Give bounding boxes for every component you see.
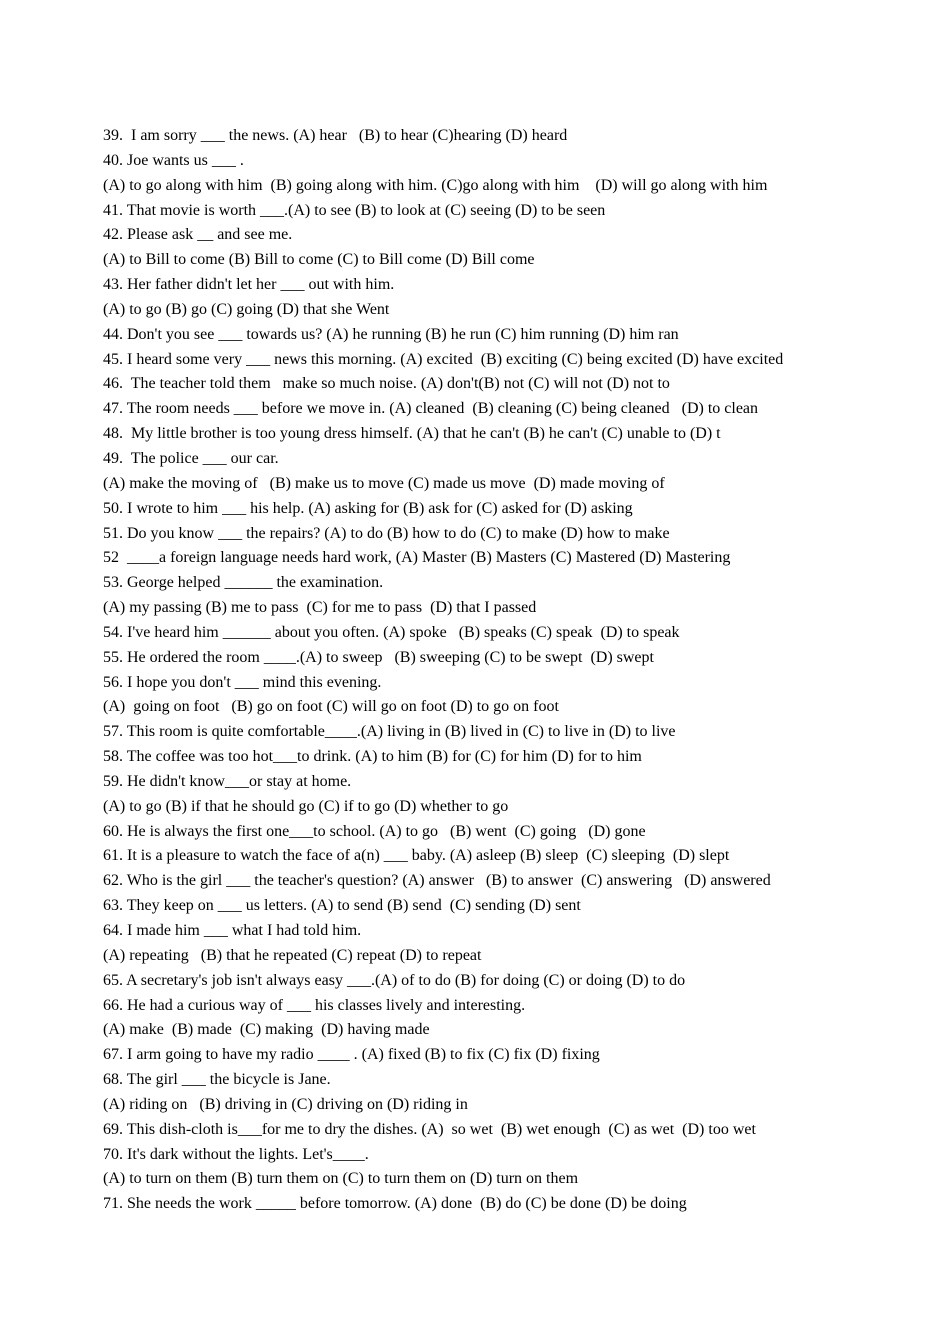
question-list — [103, 124, 903, 1217]
text-line: 68. The girl ___ the bicycle is Jane. — [103, 1071, 331, 1089]
text-line: 55. He ordered the room ____.(A) to sweep (B) sweeping (C) to be swept (D) swept — [103, 648, 654, 666]
text-line: 41. That movie is worth ___.(A) to see (B) to look at (C) seeing (D) to be seen — [103, 201, 606, 219]
text-line: 44. Don't you see ___ towards us? (A) he running (B) he run (C) him running (D) him ran — [103, 325, 679, 343]
text-line: 53. George helped ______ the examination. — [103, 574, 384, 592]
text-line: (A) riding on (B) driving in (C) driving on (D) riding in — [103, 1095, 468, 1113]
text-line: 65. A secretary's job isn't always easy ___.(A) of to do (B) for doing (C) or doing (D) to do — [103, 971, 686, 989]
text-line: (A) make (B) made (C) making (D) having made — [103, 1021, 430, 1039]
text-line: (A) to Bill to come (B) Bill to come (C) to Bill come (D) Bill come — [103, 251, 535, 269]
text-line: (A) to go (B) go (C) going (D) that she Went — [103, 300, 390, 318]
text-line: 45. I heard some very ___ news this morning. (A) excited (B) exciting (C) being excited (D) have excited — [103, 350, 784, 368]
text-line: 49. The police ___ our car. — [103, 449, 279, 467]
text-line: 42. Please ask __ and see me. — [103, 226, 293, 244]
text-line: 39. I am sorry ___ the news. (A) hear (B) to hear (C)hearing (D) heard — [103, 127, 568, 144]
text-line: 63. They keep on ___ us letters. (A) to send (B) send (C) sending (D) sent — [103, 897, 581, 915]
text-line: 58. The coffee was too hot___to drink. (A) to him (B) for (C) for him (D) for to him — [103, 748, 642, 766]
text-line: (A) repeating (B) that he repeated (C) repeat (D) to repeat — [103, 946, 482, 964]
text-line: 40. Joe wants us ___ . — [103, 151, 244, 169]
text-line: 50. I wrote to him ___ his help. (A) asking for (B) ask for (C) asked for (D) asking — [103, 499, 633, 517]
text-line: 62. Who is the girl ___ the teacher's question? (A) answer (B) to answer (C) answering (D) answered — [103, 872, 771, 890]
text-line: 64. I made him ___ what I had told him. — [103, 922, 362, 939]
text-line: 67. I arm going to have my radio ____ . (A) fixed (B) to fix (C) fix (D) fixing — [103, 1046, 600, 1064]
text-line: 52 ____a foreign language needs hard work, (A) Master (B) Masters (C) Mastered (D) Mastering — [103, 549, 731, 567]
text-line: (A) my passing (B) me to pass (C) for me to pass (D) that I passed — [103, 599, 537, 617]
text-line: 70. It's dark without the lights. Let's____. — [103, 1145, 369, 1163]
text-line: (A) to turn on them (B) turn them on (C) to turn them on (D) turn on them — [103, 1170, 579, 1188]
text-line: 48. My little brother is too young dress himself. (A) that he can't (B) he can't (C) unable to (D) t — [103, 425, 721, 443]
text-line: 66. He had a curious way of ___ his classes lively and interesting. — [103, 996, 526, 1014]
text-line: 71. She needs the work _____ before tomorrow. (A) done (B) do (C) be done (D) be doing — [103, 1195, 687, 1213]
text-line: (A) make the moving of (B) make us to move (C) made us move (D) made moving of — [103, 474, 665, 492]
text-line: 54. I've heard him ______ about you often. (A) spoke (B) speaks (C) speak (D) to speak — [103, 623, 680, 641]
text-line: 43. Her father didn't let her ___ out with him. — [103, 276, 395, 294]
text-line: (A) to go along with him (B) going along with him. (C)go along with him (D) will go along with him — [103, 176, 768, 194]
text-line: 47. The room needs ___ before we move in. (A) cleaned (B) cleaning (C) being cleaned (D) to clean — [103, 400, 759, 418]
text-line: 59. He didn't know___or stay at home. — [103, 772, 352, 790]
text-line: 69. This dish-cloth is___for me to dry the dishes. (A) so wet (B) wet enough (C) as wet (D) too wet — [103, 1120, 756, 1138]
text-line: 57. This room is quite comfortable____.(A) living in (B) lived in (C) to live in (D) to live — [103, 723, 676, 741]
text-line: (A) going on foot (B) go on foot (C) will go on foot (D) to go on foot — [103, 698, 559, 716]
text-line: 60. He is always the first one___to school. (A) to go (B) went (C) going (D) gone — [103, 822, 646, 840]
text-line: 61. It is a pleasure to watch the face of a(n) ___ baby. (A) asleep (B) sleep (C) sleeping (D) slept — [103, 847, 730, 865]
text-line: 46. The teacher told them make so much noise. (A) don't(B) not (C) will not (D) not to — [103, 375, 670, 393]
text-line: 51. Do you know ___ the repairs? (A) to do (B) how to do (C) to make (D) how to make — [103, 524, 670, 542]
text-line: 56. I hope you don't ___ mind this evening. — [103, 673, 382, 691]
text-line: (A) to go (B) if that he should go (C) if to go (D) whether to go — [103, 797, 509, 815]
